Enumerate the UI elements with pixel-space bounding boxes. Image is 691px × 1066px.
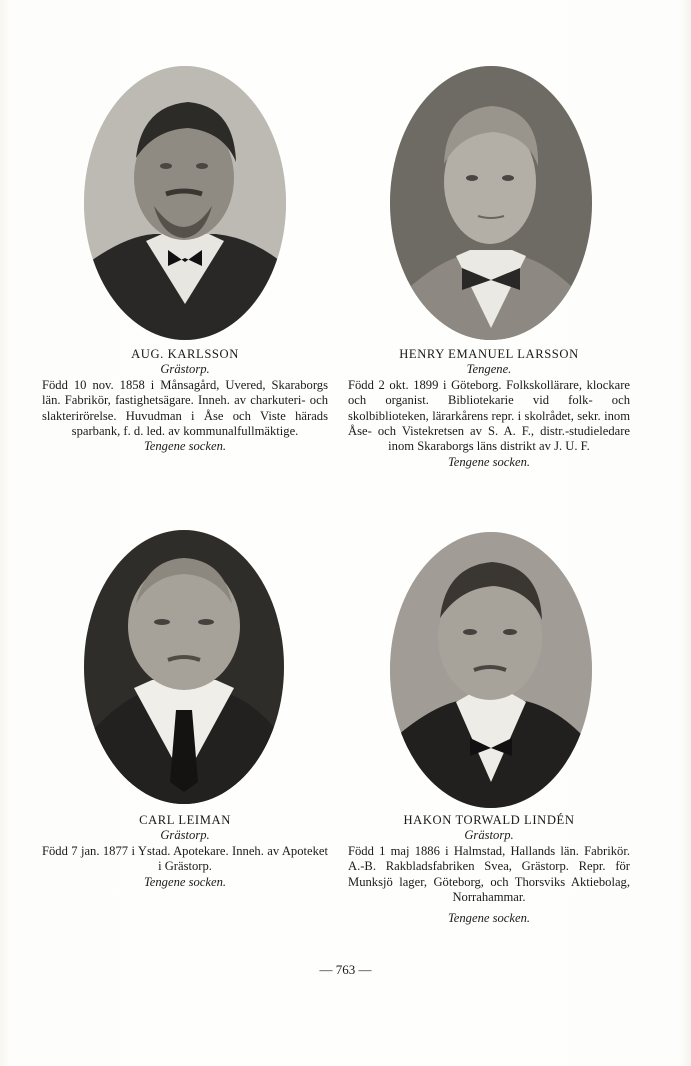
entry-hakon-torwald-linden xyxy=(348,813,630,927)
person-bio: Född 1 maj 1886 i Halmstad, Hallands län. Fabrikör. A.-B. Rakbladsfabriken Svea, Grästorp. Repr. för Munksjö lager, Göteborg, och Thorsviks Aktiebolag, Norrahammar. xyxy=(348,843,630,905)
person-parish: Tengene socken. xyxy=(447,911,531,926)
person-bio: Född 2 okt. 1899 i Göteborg. Folkskollärare, klockare och organist. Bibliotekarie vid folk- och skolbiblioteken, lärarkårens repr. i skolrådet, sekr. inom Åse- och Vistekretsen av S. A. F., distr.-studieledare inom Skaraborgs läns distrikt av J. U. F. xyxy=(348,377,630,454)
person-place: Grästorp. xyxy=(160,828,210,843)
portrait-hakon-torwald-linden xyxy=(390,532,592,808)
person-name: HENRY EMANUEL LARSSON xyxy=(399,347,579,361)
person-parish: Tengene socken. xyxy=(143,874,227,889)
person-place: Tengene. xyxy=(466,362,512,377)
portrait-aug-karlsson xyxy=(84,66,286,340)
person-place: Grästorp. xyxy=(160,362,210,377)
person-name: AUG. KARLSSON xyxy=(131,347,239,361)
entry-henry-emanuel-larsson xyxy=(348,347,630,470)
entry-aug-karlsson xyxy=(42,347,328,455)
person-parish: Tengene socken. xyxy=(447,454,531,469)
person-name: CARL LEIMAN xyxy=(139,813,231,827)
entry-carl-leiman xyxy=(42,813,328,890)
page-number: — 763 — xyxy=(319,962,372,977)
person-bio: Född 7 jan. 1877 i Ystad. Apotekare. Inneh. av Apoteket i Grästorp. xyxy=(42,843,328,874)
portrait-henry-emanuel-larsson xyxy=(390,66,592,340)
portrait-carl-leiman xyxy=(84,530,284,804)
person-name: HAKON TORWALD LINDÉN xyxy=(403,813,575,827)
person-parish: Tengene socken. xyxy=(143,439,227,454)
person-bio: Född 10 nov. 1858 i Månsagård, Uvered, Skaraborgs län. Fabrikör, fastighetsägare. Inneh. av charkuteri- och slakterirörelse. Huvudman i Åse och Viste härads sparbank, f. d. led. av kommunalfullmäktige. xyxy=(42,377,328,439)
person-place: Grästorp. xyxy=(464,828,514,843)
